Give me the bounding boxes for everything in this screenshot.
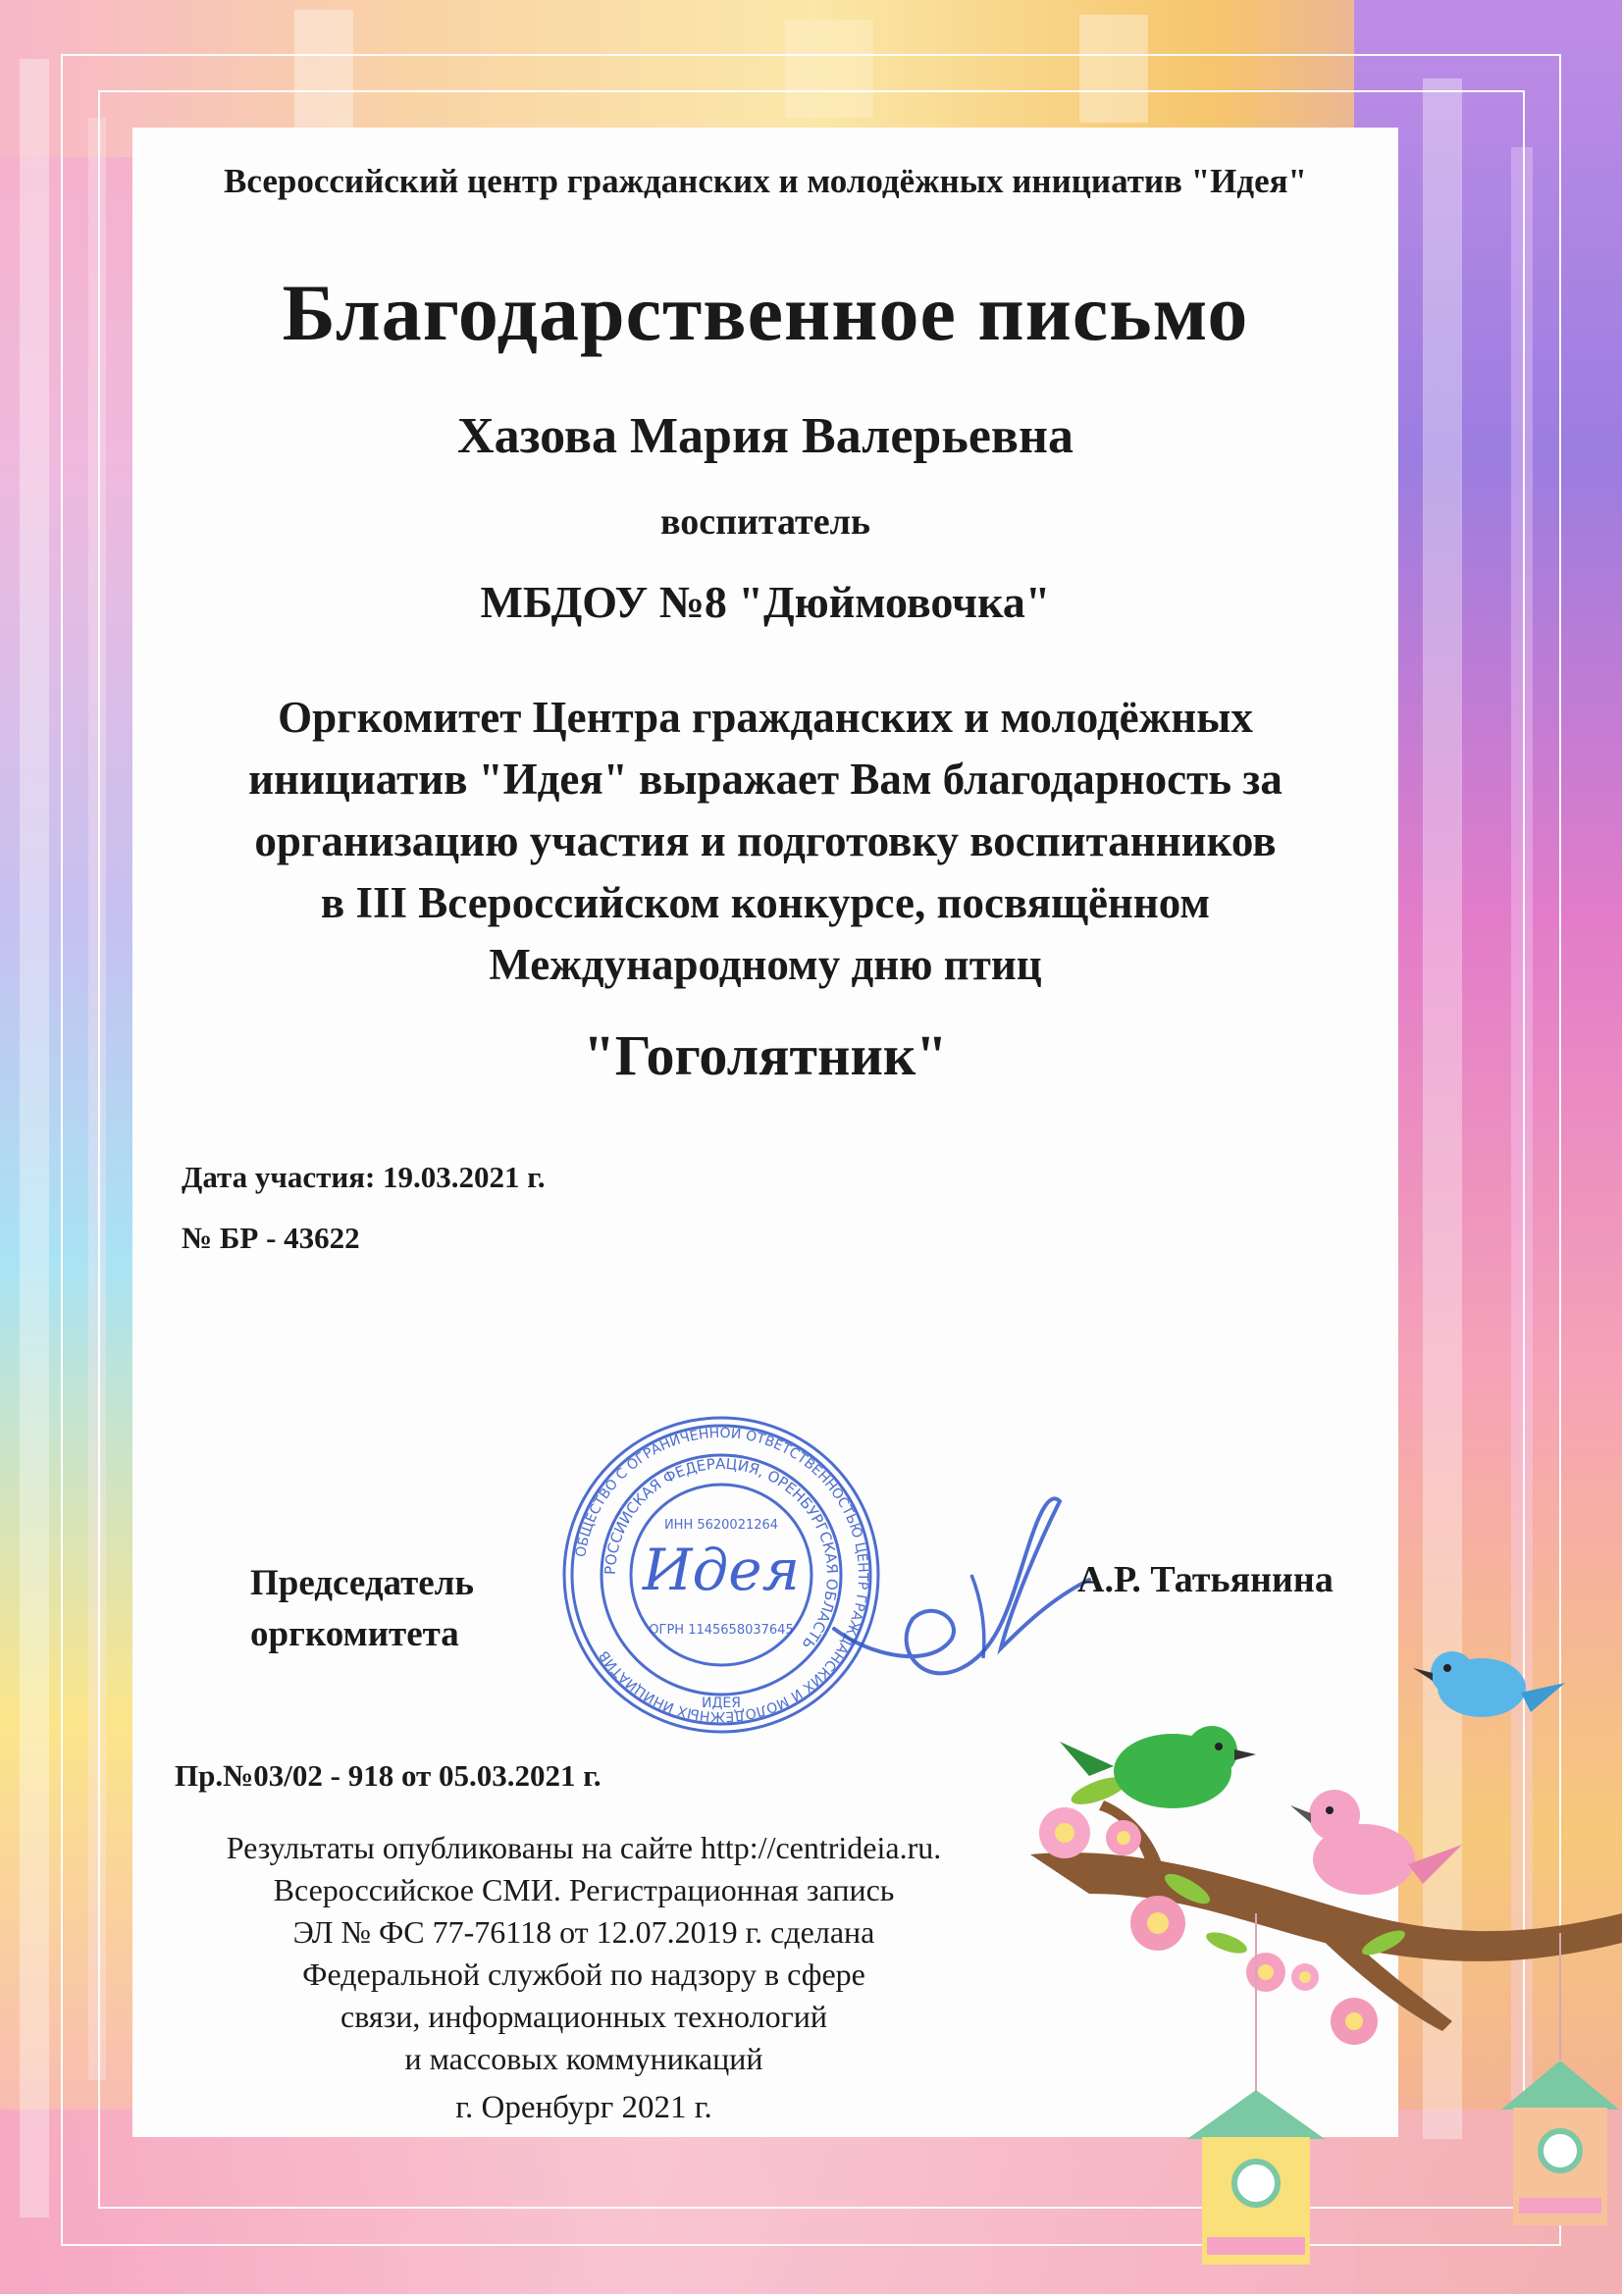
signer-name: А.Р. Татьянина [1077, 1559, 1334, 1600]
chair-line: Председатель [250, 1563, 474, 1603]
stamp-inner-text: РОССИЙСКАЯ ФЕДЕРАЦИЯ, ОРЕНБУРГСКАЯ ОБЛАСТЬ [601, 1454, 842, 1653]
gratitude-line: Оргкомитет Центра гражданских и молодёжных [278, 693, 1253, 742]
publication-line: Всероссийское СМИ. Регистрационная запись [273, 1872, 895, 1907]
publication-line: Федеральной службой по надзору в сфере [302, 1957, 865, 1992]
participation-date: Дата участия: 19.03.2021 г. [182, 1160, 546, 1194]
organization-name: Всероссийский центр гражданских и молодёжных инициатив "Идея" [224, 162, 1307, 200]
certificate-title: Благодарственное письмо [282, 268, 1249, 357]
gratitude-line: инициатив "Идея" выражает Вам благодарность за [248, 755, 1282, 804]
stamp-bottom-text: ИДЕЯ [702, 1696, 741, 1711]
order-number: Пр.№03/02 - 918 от 05.03.2021 г. [175, 1758, 602, 1793]
contest-name: "Гоголятник" [583, 1023, 948, 1087]
pink-bird-icon [1290, 1790, 1462, 1895]
birdhouse-icon [1501, 2061, 1619, 2225]
gratitude-line: Международному дню птиц [489, 940, 1042, 989]
stamp-outer-text: ОБЩЕСТВО С ОГРАНИЧЕННОЙ ОТВЕТСТВЕННОСТЬЮ ЦЕНТР ГРАЖДАНСКИХ И МОЛОДЁЖНЫХ ИНИЦИАТИВ [573, 1425, 871, 1725]
publication-line: Результаты опубликованы на сайте http://centrideia.ru. [226, 1830, 942, 1865]
chair-title [250, 1558, 474, 1660]
stamp-ogrn: ОГРН 1145658037645 [649, 1623, 794, 1638]
stamp-center-text: Идея [642, 1537, 801, 1603]
publication-info [191, 1827, 976, 2080]
recipient-position: воспитатель [659, 501, 870, 543]
certificate-number: № БР - 43622 [182, 1221, 360, 1255]
publication-line: ЭЛ № ФС 77-76118 от 12.07.2019 г. сделана [292, 1914, 875, 1950]
gratitude-line: организацию участия и подготовку воспитанников [254, 816, 1277, 865]
gratitude-text [132, 687, 1398, 996]
publication-line: и массовых коммуникаций [404, 2041, 763, 2076]
stamp-inn: ИНН 5620021264 [663, 1518, 779, 1533]
chair-line: оргкомитета [250, 1614, 459, 1654]
blue-bird-icon [1413, 1651, 1565, 1717]
publication-line: связи, информационных технологий [340, 1999, 827, 2034]
birds-branch-illustration [1030, 1648, 1622, 2296]
birdhouse-icon [1187, 2090, 1325, 2265]
recipient-name: Хазова Мария Валерьевна [457, 408, 1073, 464]
gratitude-line: в III Всероссийском конкурсе, посвящённом [320, 878, 1211, 927]
recipient-institution: МБДОУ №8 "Дюймовочка" [480, 577, 1051, 627]
city-year: г. Оренбург 2021 г. [455, 2090, 712, 2125]
